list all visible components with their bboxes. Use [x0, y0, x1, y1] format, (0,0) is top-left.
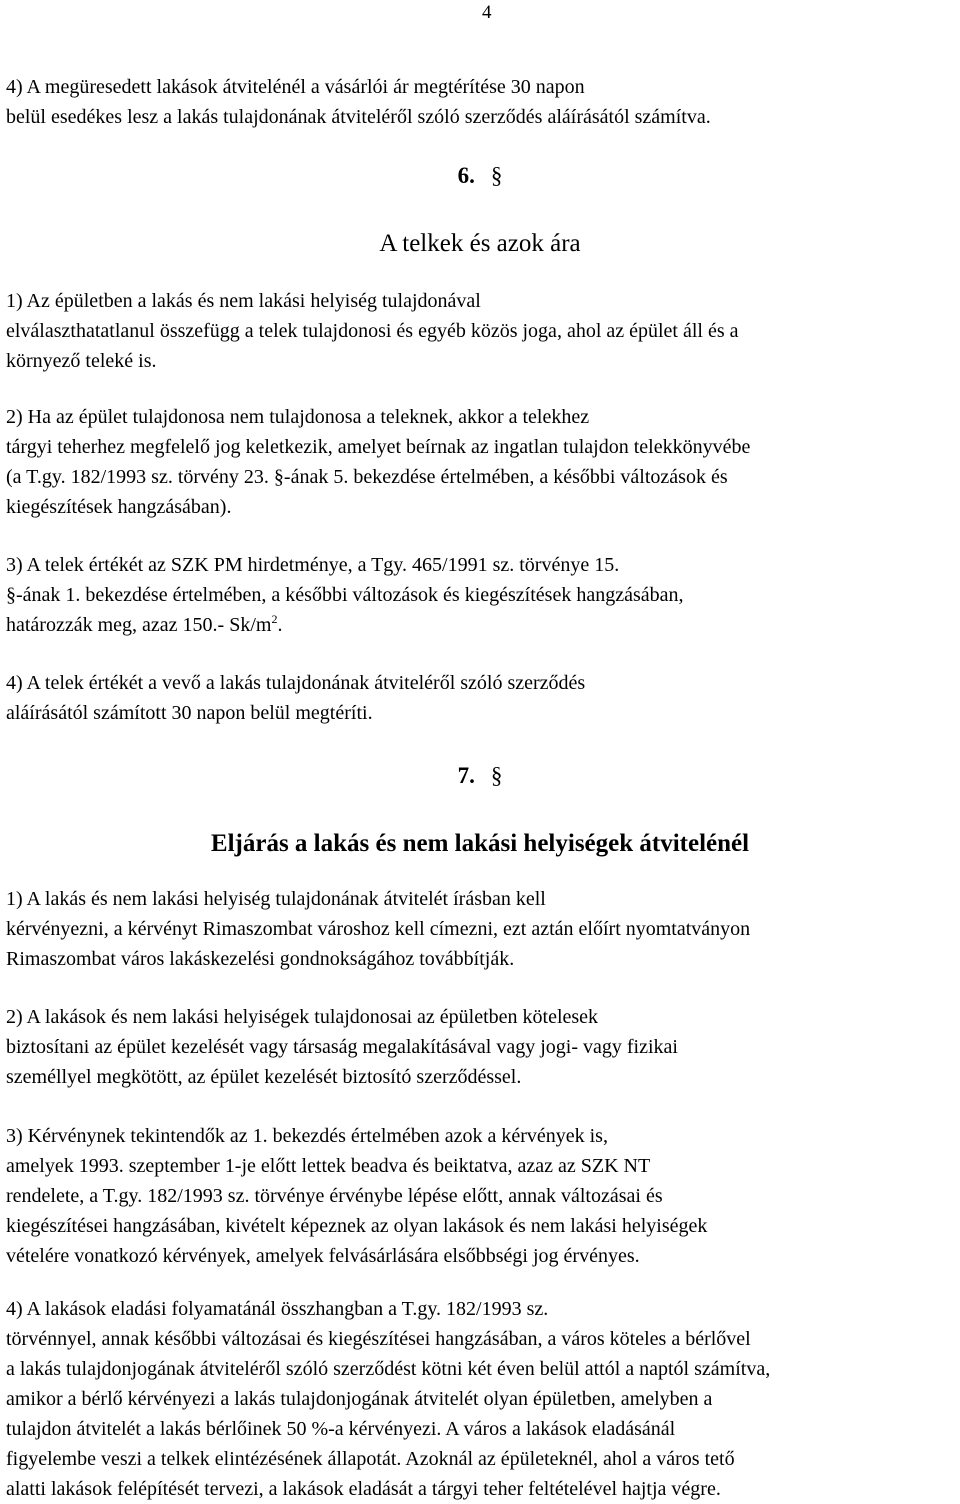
section-7-paragraph-3: 3) Kérvénynek tekintendők az 1. bekezdés értelmében azok a kérvények is, amelyek 1993. szeptember 1-je előtt lettek beadva és beiktatva, azaz az SZK NT rendelete, a T.gy. 182/1993 sz. törvénye érvénybe lépése előtt, annak változásai és kiegészítései hangzásában, kivételt képeznek az olyan lakások és nem lakási helyiségek vételére vonatkozó kérvények, amelyek felvásárlására elsőbbségi jog érvényes. — [6, 1125, 708, 1267]
section-7-paragraph-1: 1) A lakás és nem lakási helyiség tulajdonának átvitelét írásban kell kérvényezni, a kérvényt Rimaszombat városhoz kell címezni, ezt aztán előírt nyomtatványon Rimaszombat város lakáskezelési gondnokságához továbbítják. — [6, 888, 751, 970]
section-6-paragraph-3-end: . — [277, 614, 283, 636]
page-number: 4 — [482, 2, 492, 23]
section-7-title: Eljárás a lakás és nem lakási helyiségek átvitelénél — [210, 830, 750, 857]
section-6-paragraph-4: 4) A telek értékét a vevő a lakás tulajdonának átviteléről szóló szerződés aláírásától számított 30 napon belül megtéríti. — [6, 672, 586, 724]
section-6-number-text: 6. — [457, 163, 475, 188]
section-6-paragraph-2: 2) Ha az épület tulajdonosa nem tulajdonosa a teleknek, akkor a telekhez tárgyi teherhez megfelelő jog keletkezik, amelyet beírnak az ingatlan tulajdon telekkönyvébe (a T.gy. 182/1993 sz. törvény 23. §-ának 5. bekezdése értelmében, a későbbi változások és kiegészítések hangzásában). — [6, 406, 751, 518]
section-6-paragraph-3 — [6, 550, 958, 640]
section-6-paragraph-1: 1) Az épületben a lakás és nem lakási helyiség tulajdonával elválaszthatatlanul összefügg a telek tulajdonosi és egyéb közös joga, ahol az épület áll és a környező teleké is. — [6, 290, 739, 372]
section-6-title: A telkek és azok ára — [379, 230, 581, 257]
section-7-paragraph-2: 2) A lakások és nem lakási helyiségek tulajdonosai az épületben kötelesek biztosítani az épület kezelését vagy társaság megalakításával vagy jogi- vagy fizikai személlyel megkötött, az épület kezelését biztosító szerződéssel. — [6, 1006, 678, 1088]
section-symbol: § — [490, 163, 503, 188]
section-6-number — [0, 162, 960, 190]
section-7-number-text: 7. — [457, 763, 475, 788]
section-6-paragraph-3-text: 3) A telek értékét az SZK PM hirdetménye, a Tgy. 465/1991 sz. törvénye 15. §-ának 1. bekezdése értelmében, a későbbi változások és kiegészítések hangzásában, határozzák meg, azaz 150.- Sk/m — [6, 554, 684, 636]
section-7-paragraph-4: 4) A lakások eladási folyamatánál összhangban a T.gy. 182/1993 sz. törvénnyel, annak későbbi változásai és kiegészítései hangzásában, a város köteles a bérlővel a lakás tulajdonjogának átviteléről szóló szerződést kötni két éven belül attól a naptól számítva, amikor a bérlő kérvényezi a lakás tulajdonjogának átvitelét olyan épületben, amelyben a tulajdon átvitelét a lakás bérlőinek 50 %-a kérvényezi. A város a lakások eladásánál figyelembe veszi a telkek elintézésének állapotát. Azoknál az épületeknél, ahol a város tető alatti lakások felépítését tervezi, a lakások eladását a tárgyi teher feltételével hajtja végre. — [6, 1298, 771, 1500]
section-symbol: § — [490, 763, 503, 788]
section-7-number — [0, 762, 960, 790]
superscript-2: 2 — [271, 612, 278, 626]
paragraph-4-intro: 4) A megüresedett lakások átvitelénél a vásárlói ár megtérítése 30 napon belül esedékes lesz a lakás tulajdonának átviteléről szóló szerződés aláírásától számítva. — [6, 76, 711, 128]
